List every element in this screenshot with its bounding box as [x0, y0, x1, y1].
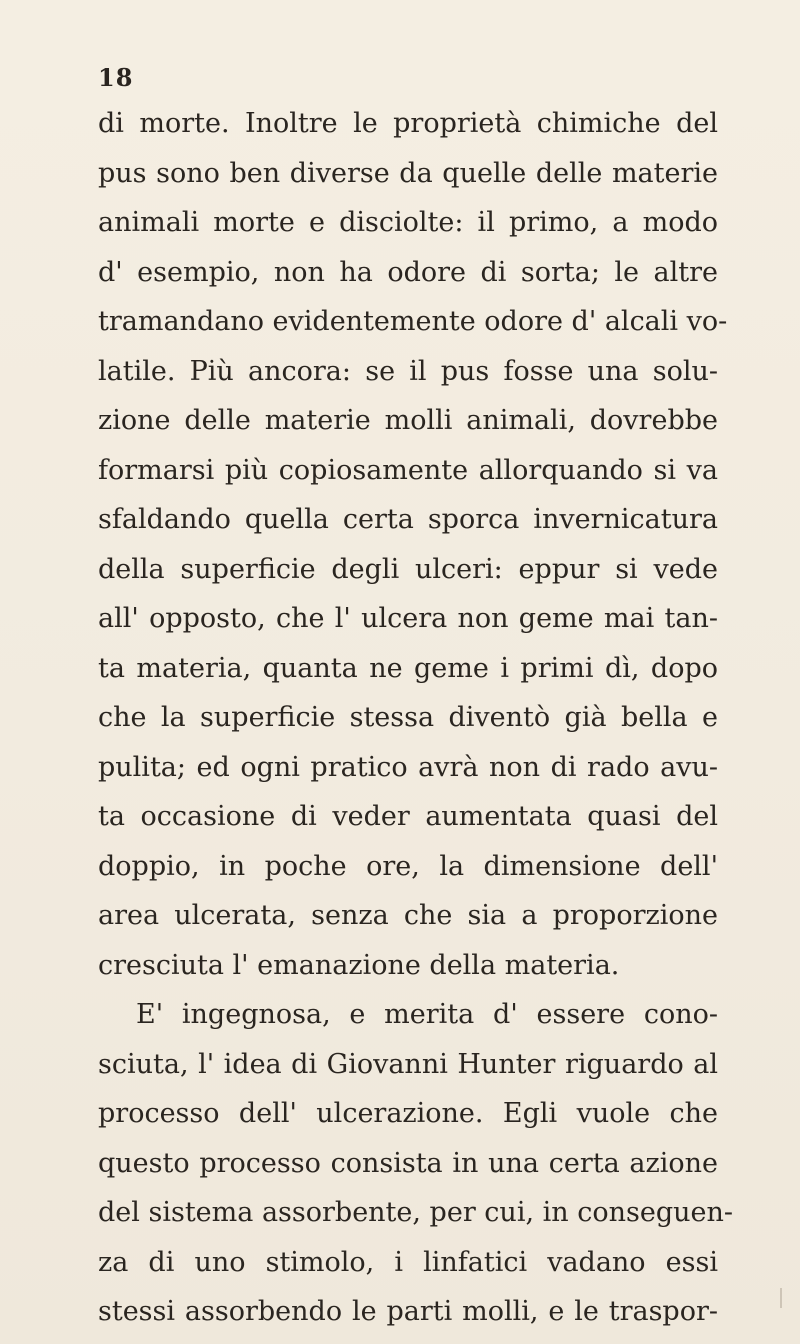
text-line: sciuta, l' idea di Giovanni Hunter riguardo al: [98, 1048, 718, 1080]
text-line: questo processo consista in una certa azione: [98, 1147, 718, 1179]
paper-speck: [780, 1288, 782, 1308]
page-number: 18: [98, 63, 134, 92]
text-line: animali morte e disciolte: il primo, a modo: [98, 207, 718, 238]
paragraph-start-line: E' ingegnosa, e merita d' essere cono-: [136, 999, 718, 1030]
text-line: za di uno stimolo, i linfatici vadano essi: [98, 1246, 718, 1278]
text-line: stessi assorbendo le parti molli, e le traspor-: [98, 1296, 718, 1327]
text-line: zione delle materie molli animali, dovrebbe: [98, 405, 718, 436]
text-line: sfaldando quella certa sporca invernicatura: [98, 504, 718, 535]
text-line: della superficie degli ulceri: eppur si vede: [98, 553, 718, 585]
text-line: del sistema assorbente, per cui, in conseguen-: [98, 1197, 733, 1228]
text-line: formarsi più copiosamente allorquando si va: [98, 454, 718, 486]
text-line: doppio, in poche ore, la dimensione dell': [98, 850, 718, 882]
text-line: che la superficie stessa diventò già bella e: [98, 702, 718, 733]
text-line: tramandano evidentemente odore d' alcali vo-: [98, 306, 728, 337]
text-line: processo dell' ulcerazione. Egli vuole che: [98, 1098, 718, 1129]
text-line: ta materia, quanta ne geme i primi dì, dopo: [98, 652, 718, 684]
text-line: di morte. Inoltre le proprietà chimiche del: [98, 108, 718, 139]
text-line: pulita; ed ogni pratico avrà non di rado avu-: [98, 751, 718, 783]
text-line: latile. Più ancora: se il pus fosse una solu-: [98, 355, 718, 387]
body-text: [98, 99, 733, 1337]
text-line: pus sono ben diverse da quelle delle materie: [98, 157, 718, 189]
paragraph-end-line: cresciuta l' emanazione della materia.: [98, 949, 620, 981]
text-line: area ulcerata, senza che sia a proporzione: [98, 900, 718, 931]
text-line: ta occasione di veder aumentata quasi del: [98, 801, 718, 832]
text-line: d' esempio, non ha odore di sorta; le altre: [98, 256, 718, 288]
text-line: all' opposto, che l' ulcera non geme mai tan-: [98, 603, 718, 634]
